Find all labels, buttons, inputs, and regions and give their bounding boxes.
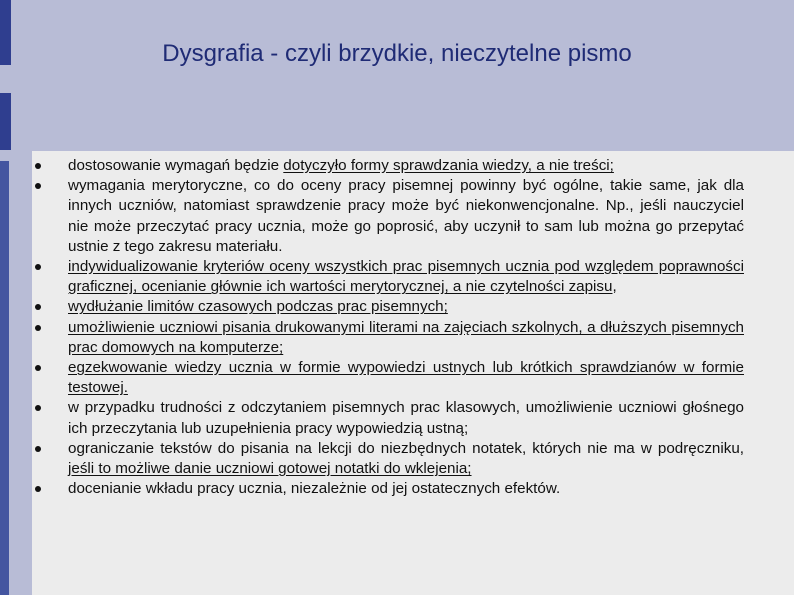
- accent-bar-middle: [0, 93, 11, 150]
- bullet-icon: [35, 365, 41, 371]
- list-item: wymagania merytoryczne, co do oceny pracy pisemnej powinny być ogólne, takie same, jak dla innych uczniów, natomiast sprawdzenie pracy może być niekonwencjonalne. Np., jeśli nauczyciel nie może przeczytać pracy ucznia, może go poprosić, aby uczynił to sam lub można go przepytać ustnie z tego zakresu materiału.: [68, 176, 744, 257]
- bullet-icon: [35, 264, 41, 270]
- list-item: dostosowanie wymagań będzie dotyczyło formy sprawdzania wiedzy, a nie treści;: [68, 156, 744, 176]
- list-item: indywidualizowanie kryteriów oceny wszystkich prac pisemnych ucznia pod względem poprawności graficznej, ocenianie głównie ich wartości merytorycznej, a nie czytelności zapisu,: [68, 257, 744, 297]
- list-item: wydłużanie limitów czasowych podczas prac pisemnych;: [68, 297, 744, 317]
- list-item: ograniczanie tekstów do pisania na lekcji do niezbędnych notatek, których nie ma w podręczniku, jeśli to możliwe danie uczniowi gotowej notatki do wklejenia;: [68, 439, 744, 479]
- list-item: egzekwowanie wiedzy ucznia w formie wypowiedzi ustnych lub krótkich sprawdzianów w formie testowej.: [68, 358, 744, 398]
- list-item: docenianie wkładu pracy ucznia, niezależnie od jej ostatecznych efektów.: [68, 479, 744, 499]
- slide-title: Dysgrafia - czyli brzydkie, nieczytelne pismo: [162, 40, 632, 67]
- accent-bar-bottom: [0, 161, 9, 595]
- list-item: w przypadku trudności z odczytaniem pisemnych prac klasowych, umożliwienie uczniowi głośnego ich przeczytania lub uzupełnienia pracy wypowiedzią ustną;: [68, 398, 744, 438]
- bullet-icon: [35, 446, 41, 452]
- bullet-icon: [35, 325, 41, 331]
- bullet-list: [68, 156, 744, 499]
- list-item: umożliwienie uczniowi pisania drukowanymi literami na zajęciach szkolnych, a dłuższych pisemnych prac domowych na komputerze;: [68, 318, 744, 358]
- bullet-icon: [35, 163, 41, 169]
